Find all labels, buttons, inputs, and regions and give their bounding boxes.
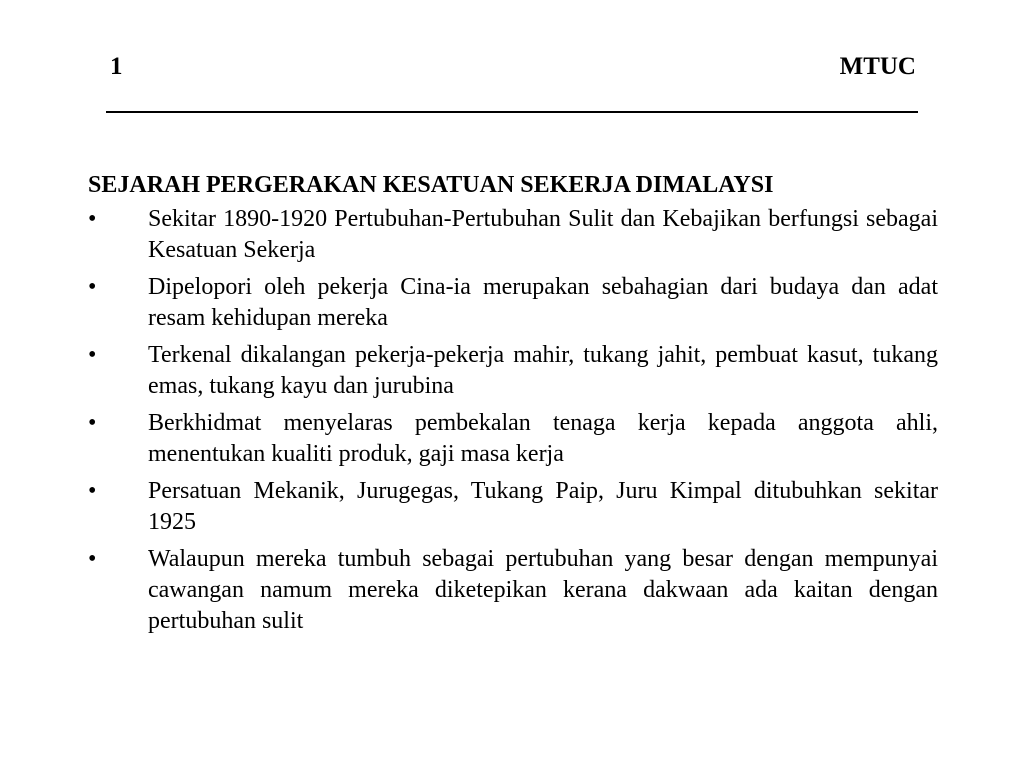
header-divider — [106, 111, 918, 113]
bullet-icon: • — [88, 206, 97, 232]
bullet-icon: • — [88, 342, 97, 368]
bullet-icon: • — [88, 410, 97, 436]
slide-title: SEJARAH PERGERAKAN KESATUAN SEKERJA DIMALAYSI — [88, 172, 774, 198]
bullet-icon: • — [88, 546, 97, 572]
bullet-icon: • — [88, 478, 97, 504]
bullet-text: Sekitar 1890-1920 Pertubuhan-Pertubuhan Sulit dan Kebajikan berfungsi sebagai Kesatuan Sekerja — [148, 206, 938, 263]
slide-content — [88, 169, 938, 643]
bullet-text: Walaupun mereka tumbuh sebagai pertubuhan yang besar dengan mempunyai cawangan namum mereka diketepikan kerana dakwaan ada kaitan dengan pertubuhan sulit — [148, 546, 938, 634]
bullet-item — [88, 204, 938, 266]
bullet-item — [88, 408, 938, 470]
bullet-item — [88, 544, 938, 637]
bullet-text: Terkenal dikalangan pekerja-pekerja mahir, tukang jahit, pembuat kasut, tukang emas, tukang kayu dan jurubina — [148, 342, 938, 399]
bullet-icon: • — [88, 274, 97, 300]
page-number: 1 — [110, 53, 123, 80]
bullet-text: Dipelopori oleh pekerja Cina-ia merupakan sebahagian dari budaya dan adat resam kehidupan mereka — [148, 274, 938, 331]
bullet-item — [88, 272, 938, 334]
organization-name: MTUC — [839, 53, 916, 80]
bullet-text: Persatuan Mekanik, Jurugegas, Tukang Paip, Juru Kimpal ditubuhkan sekitar 1925 — [148, 478, 938, 535]
slide-header — [110, 50, 916, 84]
bullet-list — [88, 204, 938, 637]
bullet-item — [88, 476, 938, 538]
bullet-item — [88, 340, 938, 402]
bullet-text: Berkhidmat menyelaras pembekalan tenaga kerja kepada anggota ahli, menentukan kualiti produk, gaji masa kerja — [148, 410, 938, 467]
